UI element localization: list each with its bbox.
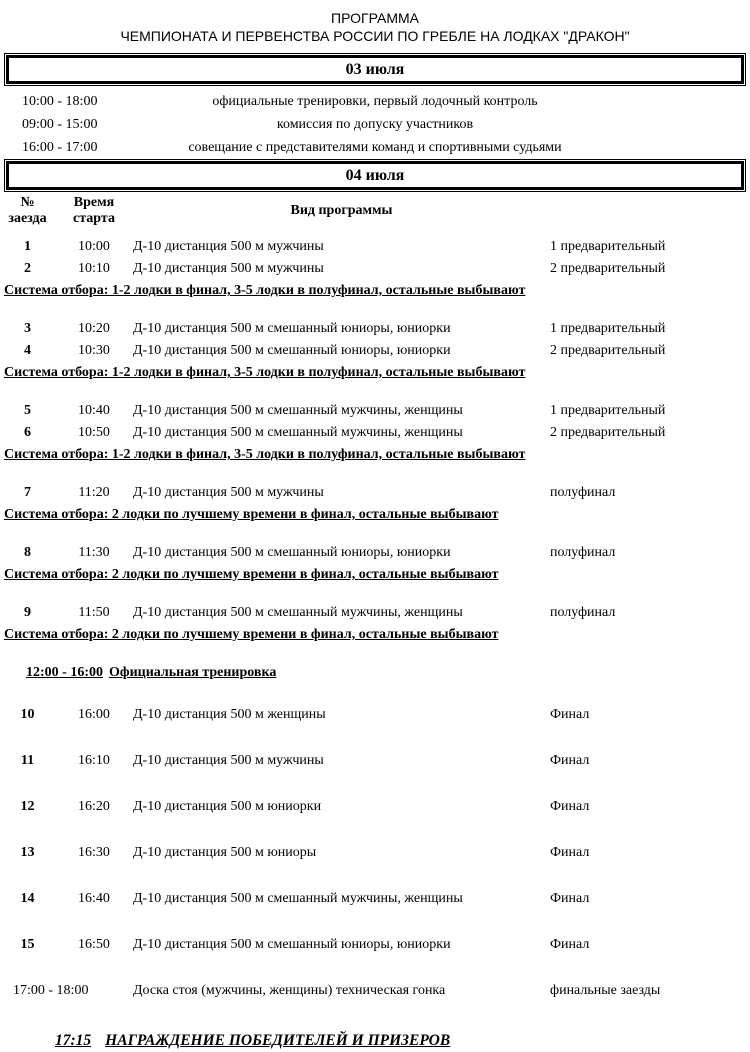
program-name: Д-10 дистанция 500 м мужчины [133,485,324,500]
selection-system-note: Система отбора: 2 лодки по лучшему времени в финал, остальные выбывают [4,627,499,642]
table-row [0,842,750,864]
start-time: 10:40 [78,403,110,418]
program-name: Д-10 дистанция 500 м смешанный юниоры, юниорки [133,321,451,336]
page-title [0,9,750,45]
column-header-start-time: Время старта [73,195,115,226]
start-time: 16:50 [78,937,110,952]
table-row [0,750,750,772]
program-name: Д-10 дистанция 500 м юниоры [133,845,317,860]
race-number: 6 [24,425,31,440]
page-title-line1: ПРОГРАММА [331,10,419,26]
program-name: Д-10 дистанция 500 м смешанный мужчины, женщины [133,605,463,620]
start-time: 10:30 [78,343,110,358]
event-time: 17:00 - 18:00 [13,983,89,998]
race-number: 9 [24,605,31,620]
stage-label: Финал [550,937,590,952]
program-name: Д-10 дистанция 500 м смешанный юниоры, юниорки [133,343,451,358]
selection-system-note: Система отбора: 2 лодки по лучшему времени в финал, остальные выбывают [4,507,499,522]
stage-label: полуфинал [550,485,616,500]
table-row [0,422,750,444]
start-time: 10:10 [78,261,110,276]
race-number: 1 [24,239,31,254]
column-header-race-number: № заезда [8,195,47,226]
start-time: 11:50 [78,605,110,620]
start-time: 16:20 [78,799,110,814]
program-name: Д-10 дистанция 500 м смешанный мужчины, женщины [133,891,463,906]
selection-system-note: Система отбора: 2 лодки по лучшему времени в финал, остальные выбывают [4,567,499,582]
event-row [0,136,750,159]
start-time: 11:20 [78,485,110,500]
race-number: 10 [20,707,35,722]
heat-group [0,602,750,646]
event-row [0,113,750,136]
stage-label: Финал [550,799,590,814]
stage-label: финальные заезды [550,983,661,998]
start-time: 16:40 [78,891,110,906]
stage-label: полуфинал [550,605,616,620]
stage-label: 1 предварительный [550,239,666,254]
event-time: 10:00 - 18:00 [22,94,98,109]
stage-label: 2 предварительный [550,261,666,276]
stage-label: 2 предварительный [550,343,666,358]
start-time: 16:10 [78,753,110,768]
race-number: 7 [24,485,31,500]
selection-system-note: Система отбора: 1-2 лодки в финал, 3-5 лодки в полуфинал, остальные выбывают [4,447,526,462]
selection-system-note: Система отбора: 1-2 лодки в финал, 3-5 лодки в полуфинал, остальные выбывают [4,283,526,298]
table-row [0,796,750,818]
event-description: совещание с представителями команд и спортивными судьями [188,140,562,155]
program-name: Д-10 дистанция 500 м смешанный мужчины, женщины [133,425,463,440]
race-number: 12 [20,799,35,814]
start-time: 16:30 [78,845,110,860]
start-time: 11:30 [78,545,110,560]
event-row [0,90,750,113]
program-name: Д-10 дистанция 500 м мужчины [133,239,324,254]
table-row [0,888,750,910]
table-row [0,318,750,340]
training-break-line [26,662,750,684]
race-number: 11 [20,753,35,768]
table-header [0,195,750,227]
event-time: 16:00 - 17:00 [22,140,98,155]
stage-label: Финал [550,753,590,768]
start-time: 10:50 [78,425,110,440]
stage-label: Финал [550,891,590,906]
table-row [0,602,750,624]
event-time: 09:00 - 15:00 [22,117,98,132]
awards-ceremony-line [55,1030,750,1052]
table-row [0,236,750,258]
technical-race-row [0,980,750,1002]
race-number: 4 [24,343,31,358]
program-name: Д-10 дистанция 500 м женщины [133,707,326,722]
date-header-03-july: 03 июля [6,55,744,84]
training-break-label: Официальная тренировка [109,665,277,680]
program-name: Д-10 дистанция 500 м смешанный мужчины, женщины [133,403,463,418]
table-row [0,258,750,280]
table-row [0,340,750,362]
table-row [0,934,750,956]
race-number: 13 [20,845,35,860]
heat-group [0,318,750,384]
table-row [0,542,750,564]
column-header-program: Вид программы [290,203,393,218]
heat-group [0,482,750,526]
awards-time: 17:15 [55,1032,92,1049]
start-time: 10:20 [78,321,110,336]
day1-events [0,90,750,159]
stage-label: полуфинал [550,545,616,560]
date-header-04-july: 04 июля [6,161,744,190]
program-name: Д-10 дистанция 500 м юниорки [133,799,322,814]
start-time: 16:00 [78,707,110,722]
race-number: 2 [24,261,31,276]
event-description: комиссия по допуску участников [276,117,474,132]
table-row [0,704,750,726]
program-name: Д-10 дистанция 500 м смешанный юниоры, юниорки [133,937,451,952]
program-name: Д-10 дистанция 500 м мужчины [133,261,324,276]
page-title-line2: ЧЕМПИОНАТА И ПЕРВЕНСТВА РОССИИ ПО ГРЕБЛЕ НА ЛОДКАХ "ДРАКОН" [120,28,630,44]
race-number: 15 [20,937,35,952]
event-description: официальные тренировки, первый лодочный контроль [212,94,538,109]
program-name: Доска стоя (мужчины, женщины) техническая гонка [133,983,446,998]
selection-system-note: Система отбора: 1-2 лодки в финал, 3-5 лодки в полуфинал, остальные выбывают [4,365,526,380]
training-break-time: 12:00 - 16:00 [26,665,103,680]
start-time: 10:00 [78,239,110,254]
stage-label: 2 предварительный [550,425,666,440]
race-number: 14 [20,891,35,906]
stage-label: 1 предварительный [550,403,666,418]
program-name: Д-10 дистанция 500 м мужчины [133,753,324,768]
heat-group [0,542,750,586]
program-name: Д-10 дистанция 500 м смешанный юниоры, юниорки [133,545,451,560]
race-number: 3 [24,321,31,336]
table-row [0,400,750,422]
stage-label: 1 предварительный [550,321,666,336]
race-number: 8 [24,545,31,560]
heat-group [0,236,750,302]
stage-label: Финал [550,845,590,860]
race-number: 5 [24,403,31,418]
table-row [0,482,750,504]
heat-group [0,400,750,466]
stage-label: Финал [550,707,590,722]
awards-label: НАГРАЖДЕНИЕ ПОБЕДИТЕЛЕЙ И ПРИЗЕРОВ [105,1032,451,1049]
